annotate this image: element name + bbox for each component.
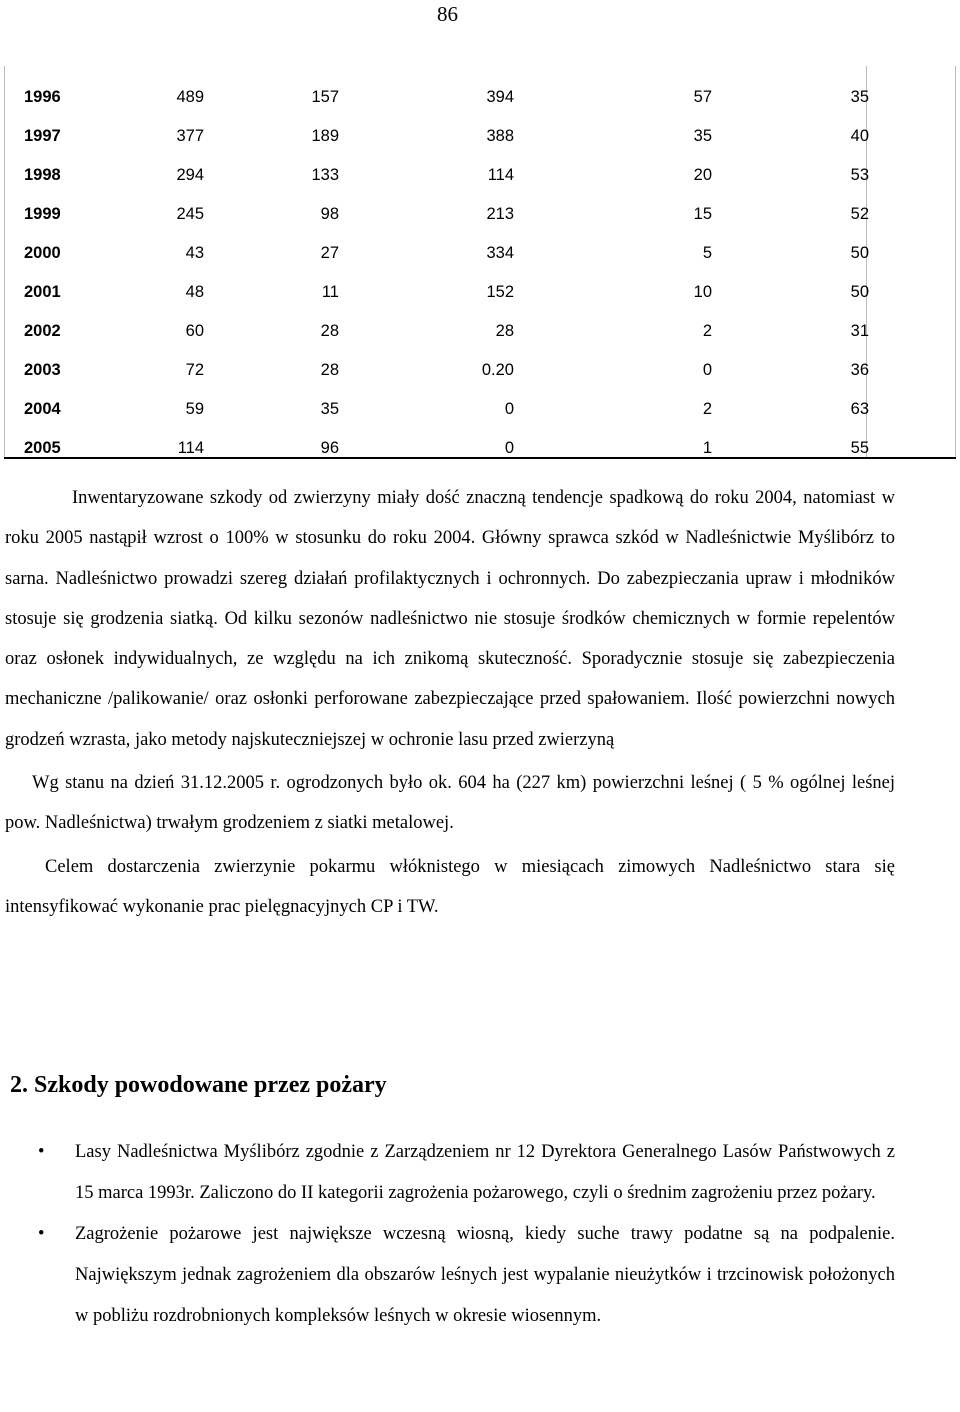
year-cell: 2005 — [24, 439, 61, 457]
value-cell: 35 — [320, 400, 339, 418]
value-cell: 334 — [486, 244, 514, 262]
damage-table — [4, 78, 956, 468]
value-cell: 50 — [850, 283, 869, 301]
year-cell: 1999 — [24, 205, 61, 223]
value-cell: 40 — [850, 127, 869, 145]
value-cell: 11 — [321, 283, 339, 301]
value-cell: 388 — [486, 127, 514, 145]
bullet-icon: • — [38, 1224, 45, 1244]
table-row — [4, 273, 956, 312]
year-cell: 2001 — [24, 283, 61, 301]
value-cell: 96 — [320, 439, 339, 457]
value-cell: 20 — [693, 166, 712, 184]
value-cell: 245 — [176, 205, 204, 223]
year-cell: 1998 — [24, 166, 61, 184]
value-cell: 57 — [693, 88, 712, 106]
value-cell: 189 — [311, 127, 339, 145]
value-cell: 31 — [850, 322, 869, 340]
value-cell: 35 — [693, 127, 712, 145]
value-cell: 27 — [320, 244, 339, 262]
list-item — [0, 1214, 895, 1337]
value-cell: 114 — [177, 439, 204, 457]
value-cell: 36 — [850, 361, 869, 379]
table-row — [4, 117, 956, 156]
value-cell: 28 — [495, 322, 514, 340]
table-row — [4, 390, 956, 429]
value-cell: 489 — [176, 88, 204, 106]
value-cell: 133 — [311, 166, 339, 184]
table-row — [4, 195, 956, 234]
paragraph-damage-inventory: Inwentaryzowane szkody od zwierzyny miały dość znaczną tendencje spadkową do roku 2004, natomiast w roku 2005 nastąpił wzrost o 100% w stosunku do roku 2004. Główny sprawca szkód w Nadleśnictwie Myślibórz to sarna. Nadleśnictwo prowadzi szereg działań profilaktycznych i ochronnych. Do zabezpieczania upraw i młodników stosuje się grodzenia siatką. Od kilku sezonów nadleśnictwo nie stosuje środków chemicznych w formie repelentów oraz osłonek indywidualnych, ze względu na ich znikomą skuteczność. Sporadycznie stosuje się zabezpieczenia mechaniczne /palikowanie/ oraz osłonki perforowane zabezpieczające przed spałowaniem. Ilość powierzchni nowych grodzeń wzrasta, jako metody najskuteczniejszej w ochronie lasu przed zwierzyną — [5, 488, 895, 750]
page-number: 86 — [437, 2, 458, 26]
value-cell: 0.20 — [481, 361, 514, 379]
list-item-text: Lasy Nadleśnictwa Myślibórz zgodnie z Zarządzeniem nr 12 Dyrektora Generalnego Lasów Państwowych z 15 marca 1993r. Zaliczono do II kategorii zagrożenia pożarowego, czyli o średnim zagrożeniu przez pożary. — [75, 1142, 895, 1203]
value-cell: 53 — [850, 166, 869, 184]
value-cell: 60 — [185, 322, 204, 340]
value-cell: 213 — [486, 205, 514, 223]
year-cell: 1997 — [24, 127, 61, 145]
fire-bullet-list — [0, 1132, 895, 1337]
value-cell: 28 — [320, 322, 339, 340]
value-cell: 48 — [185, 283, 204, 301]
value-cell: 377 — [176, 127, 204, 145]
section-heading: 2. Szkody powodowane przez pożary — [10, 1072, 387, 1098]
value-cell: 114 — [487, 166, 514, 184]
table-row — [4, 234, 956, 273]
value-cell: 35 — [850, 88, 869, 106]
paragraph-feeding: Celem dostarczenia zwierzynie pokarmu włóknistego w miesiącach zimowych Nadleśnictwo stara się intensyfikować wykonanie prac pielęgnacyjnych CP i TW. — [5, 856, 895, 917]
year-cell: 1996 — [24, 88, 61, 106]
value-cell: 152 — [486, 283, 514, 301]
value-cell: 63 — [850, 400, 869, 418]
value-cell: 0 — [504, 439, 514, 457]
body-text — [5, 478, 895, 927]
data-table-region — [4, 66, 956, 459]
value-cell: 10 — [693, 283, 712, 301]
year-cell: 2004 — [24, 400, 61, 418]
value-cell: 50 — [850, 244, 869, 262]
value-cell: 72 — [185, 361, 204, 379]
value-cell: 394 — [486, 88, 514, 106]
table-row — [4, 429, 956, 468]
year-cell: 2002 — [24, 322, 61, 340]
table-row — [4, 312, 956, 351]
value-cell: 5 — [702, 244, 712, 262]
value-cell: 294 — [176, 166, 204, 184]
paragraph-fencing-status: Wg stanu na dzień 31.12.2005 r. ogrodzonych było ok. 604 ha (227 km) powierzchni leśnej ( 5 % ogólnej leśnej pow. Nadleśnictwa) trwałym grodzeniem z siatki metalowej. — [5, 773, 895, 834]
value-cell: 55 — [850, 439, 869, 457]
bullet-icon: • — [38, 1142, 45, 1162]
value-cell: 28 — [320, 361, 339, 379]
table-row — [4, 156, 956, 195]
value-cell: 43 — [185, 244, 204, 262]
value-cell: 59 — [185, 400, 204, 418]
table-row — [4, 351, 956, 390]
value-cell: 0 — [504, 400, 514, 418]
value-cell: 15 — [693, 205, 712, 223]
value-cell: 98 — [320, 205, 339, 223]
year-cell: 2000 — [24, 244, 61, 262]
table-row — [4, 78, 956, 117]
value-cell: 0 — [702, 361, 712, 379]
value-cell: 52 — [850, 205, 869, 223]
list-item — [0, 1132, 895, 1214]
year-cell: 2003 — [24, 361, 61, 379]
value-cell: 1 — [702, 439, 712, 457]
value-cell: 157 — [311, 88, 339, 106]
list-item-text: Zagrożenie pożarowe jest największe wczesną wiosną, kiedy suche trawy podatne są na podpalenie. Największym jednak zagrożeniem dla obszarów leśnych jest wypalanie nieużytków i trzcinowisk położonych w pobliżu rozdrobnionych kompleksów leśnych w okresie wiosennym. — [75, 1224, 895, 1326]
value-cell: 2 — [702, 322, 712, 340]
value-cell: 2 — [702, 400, 712, 418]
